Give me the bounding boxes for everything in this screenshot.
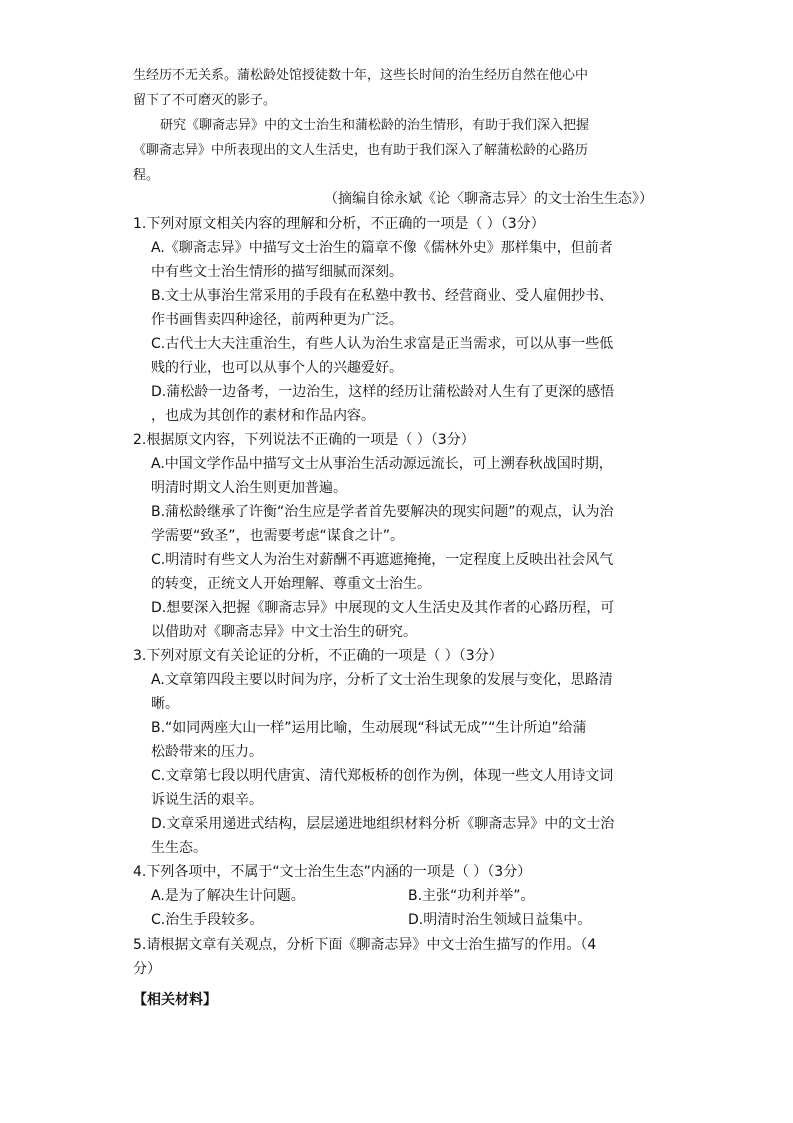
question-3-option-b-cont: 松龄带来的压力。 [151,744,263,760]
question-1-stem: 1.下列对原文相关内容的理解和分析，不正确的一项是（ ）（3分） [133,216,545,232]
passage-line: 研究《聊斋志异》中的文士治生和蒲松龄的治生情形，有助于我们深入把握 [160,118,590,133]
question-5-stem-cont: 分） [133,961,161,977]
passage-line: 生经历不无关系。蒲松龄处馆授徒数十年，这些长时间的治生经历自然在他心中 [133,68,589,83]
question-3-stem: 3.下列对原文有关论证的分析，不正确的一项是（ ）（3分） [133,648,503,664]
question-1-option-c-cont: 贱的行业，也可以从事个人的兴趣爱好。 [151,360,403,376]
passage-line: 《聊斋志异》中所表现出的文人生活史，也有助于我们深入了解蒲松龄的心路历 [133,143,589,158]
passage-line: 程。 [133,168,160,183]
question-2-option-a: A.中国文学作品中描写文士从事治生活动源远流长，可上溯春秋战国时期， [151,456,613,472]
question-2-option-c: C.明清时有些文人为治生对薪酬不再遮遮掩掩，一定程度上反映出社会风气 [151,552,614,568]
question-1-option-a-cont: 中有些文士治生情形的描写细腻而深刻。 [151,264,403,280]
question-1-option-a: A.《聊斋志异》中描写文士治生的篇章不像《儒林外史》那样集中，但前者 [151,240,613,256]
question-3-option-a-cont: 晰。 [151,696,179,712]
question-1-option-d: D.蒲松龄一边备考，一边治生，这样的经历让蒲松龄对人生有了更深的感悟 [151,384,615,400]
question-3-option-d: D.文章采用递进式结构，层层递进地组织材料分析《聊斋志异》中的文士治 [151,816,615,832]
question-2-option-b-cont: 学需要“致圣”，也需要考虑“谋食之计”。 [151,528,405,544]
question-1-option-d-cont: ，也成为其创作的素材和作品内容。 [151,408,375,424]
question-2-option-d: D.想要深入把握《聊斋志异》中展现的文人生活史及其作者的心路历程，可 [151,600,615,616]
question-3-option-d-cont: 生生态。 [151,840,207,856]
passage-line: 留下了不可磨灭的影子。 [133,93,277,108]
question-4-option-b: B.主张“功利并举”。 [408,888,535,904]
question-3-option-a: A.文章第四段主要以时间为序，分析了文士治生现象的发展与变化，思路清 [151,672,613,688]
passage-source: （摘编自徐永斌《论〈聊斋志异〉的文士治生生态》） [324,191,653,207]
question-4-option-c: C.治生手段较多。 [151,912,264,928]
question-2-stem: 2.根据原文内容，下列说法不正确的一项是（ ）（3分） [133,432,475,448]
question-3-option-c-cont: 诉说生活的艰辛。 [151,792,263,808]
question-2-option-b: B.蒲松龄继承了许衡“治生应是学者首先要解决的现实问题”的观点，认为治 [151,504,614,520]
question-2-option-c-cont: 的转变，正统文人开始理解、尊重文士治生。 [151,576,431,592]
question-2-option-a-cont: 明清时期文人治生则更加普遍。 [151,480,347,496]
question-1-option-b: B.文士从事治生常采用的手段有在私塾中教书、经营商业、受人雇佣抄书、 [151,288,614,304]
question-2-option-d-cont: 以借助对《聊斋志异》中文士治生的研究。 [151,624,417,640]
question-3-option-c: C.文章第七段以明代唐寅、清代郑板桥的创作为例，体现一些文人用诗文词 [151,768,614,784]
question-4-stem: 4.下列各项中，不属于“文士治生生态”内涵的一项是（ ）（3分） [133,864,532,880]
question-3-option-b: B.“如同两座大山一样”运用比喻，生动展现“科试无成”“生计所迫”给蒲 [151,720,587,736]
question-4-option-a: A.是为了解决生计问题。 [151,888,305,904]
material-heading: 【相关材料】 [133,992,217,1008]
question-1-option-b-cont: 作书画售卖四种途径，前两种更为广泛。 [151,312,403,328]
question-5-stem: 5.请根据文章有关观点，分析下面《聊斋志异》中文士治生描写的作用。（4 [133,937,597,953]
question-1-option-c: C.古代士大夫注重治生，有些人认为治生求富是正当需求，可以从事一些低 [151,336,614,352]
question-4-option-d: D.明清时治生领域日益集中。 [408,912,592,928]
